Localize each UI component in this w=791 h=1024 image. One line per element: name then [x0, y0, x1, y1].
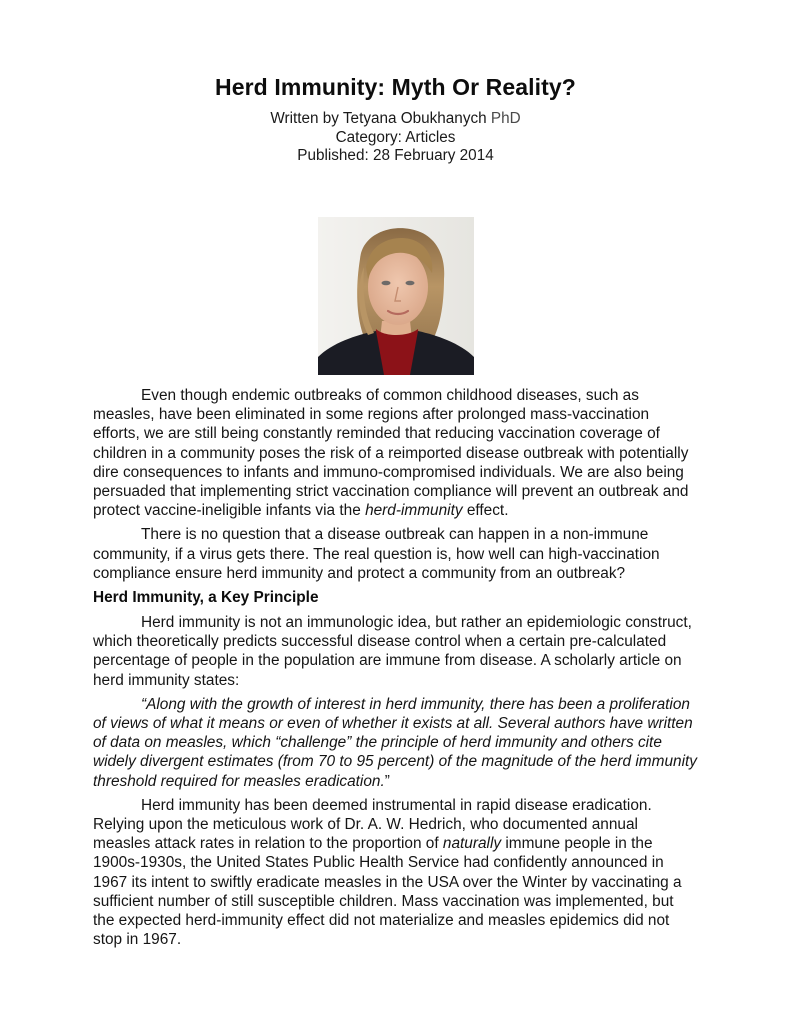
byline [0, 110, 791, 129]
paragraph-text: Herd immunity has been deemed instrumental in rapid disease eradication. Relying upon the meticulous work of Dr. A. W. Hedrich, who documented annual measles attack rates in relation to the proportion of [93, 796, 652, 853]
paragraph-text: Herd immunity is not an immunologic idea, but rather an epidemiologic construct, which theoretically predicts successful disease control when a certain pre-calculated percentage of people in the population are immune from disease. A scholarly article on herd immunity states: [93, 614, 692, 689]
paragraph [93, 796, 697, 950]
author-name: Written by Tetyana Obukhanych [270, 110, 487, 127]
article-category: Category: Articles [335, 128, 456, 146]
author-portrait-icon [318, 217, 474, 375]
section-heading: Herd Immunity, a Key Principle [93, 589, 319, 607]
emphasis-text: herd-immunity [365, 502, 463, 520]
publish-date: Published: 28 February 2014 [297, 147, 494, 164]
block-quote [93, 695, 697, 791]
paragraph-text: immune people in the 1900s-1930s, the United States Public Health Service had confidently announced in 1967 its intent to swiftly eradicate measles in the USA over the Winter by vaccinating a sufficient number of still susceptible children. Mass vaccination was implemented, but the expected herd-immunity effect did not materialize and measles epidemics did not stop in 1967. [93, 835, 682, 949]
paragraph-text: effect. [462, 502, 509, 520]
paragraph [93, 525, 697, 583]
emphasis-text: naturally [442, 835, 502, 853]
quote-text: “Along with the growth of interest in herd immunity, there has been a proliferation of views of what it means or even of whether it exists at all. Several authors have written of data on measles, which “challenge” the principle of herd immunity and others cite widely divergent estimates (from 70 to 95 percent) of the magnitude of the herd immunity threshold required for measles eradication. [93, 695, 697, 790]
article-meta [0, 110, 791, 166]
paragraph [93, 386, 697, 520]
paragraph-text: Even though endemic outbreaks of common childhood diseases, such as measles, have been eliminated in some regions after prolonged mass-vaccination efforts, we are still being constantly reminded that reducing vaccination coverage of children in a community poses the risk of a reimported disease outbreak with potentially dire consequences to infants and immuno-compromised individuals. We are also being persuaded that implementing strict vaccination compliance will prevent an outbreak and protect vaccine-ineligible infants via the [93, 387, 689, 520]
quote-close-mark: ” [384, 772, 390, 790]
author-degree: PhD [490, 110, 521, 127]
paragraph [93, 613, 697, 690]
article-body [93, 386, 697, 954]
paragraph-text: There is no question that a disease outbreak can happen in a non-immune community, if a virus gets there. The real question is, how well can high-vaccination compliance ensure herd immunity and protect a community from an outbreak? [93, 526, 660, 582]
article-title: Herd Immunity: Myth Or Reality? [215, 74, 576, 100]
